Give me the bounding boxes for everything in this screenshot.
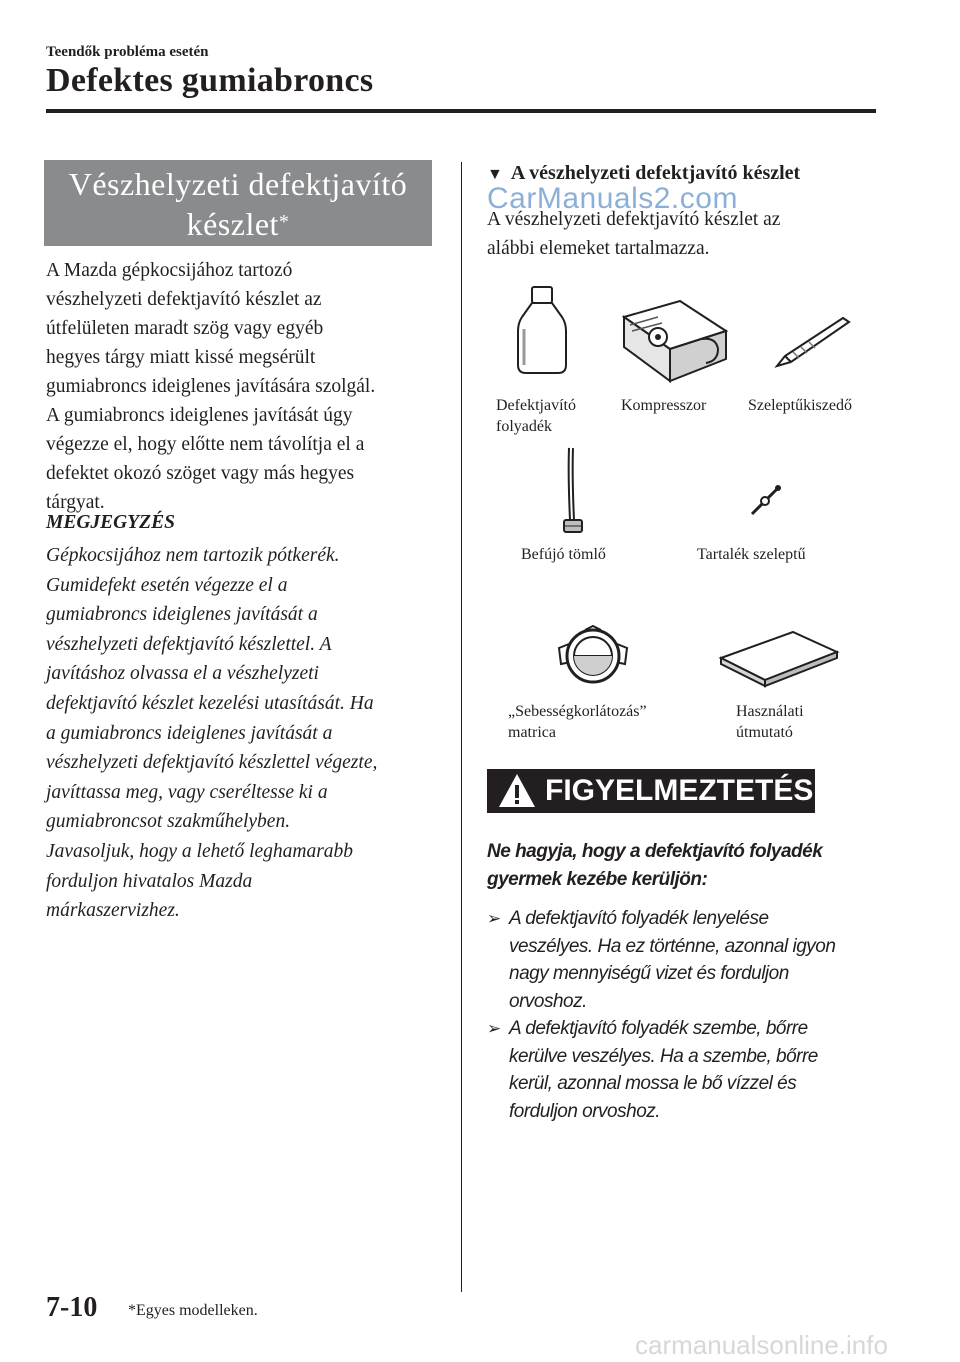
- text-line: kerül, azonnal mossa le bő vízzel és: [509, 1073, 797, 1094]
- optional-mark: *: [278, 211, 290, 233]
- compressor-caption: [621, 395, 706, 416]
- text-line: folyadék: [496, 418, 552, 435]
- kit-intro-paragraph: [46, 256, 436, 517]
- valve-core-tool-icon: [773, 314, 853, 370]
- text-line: Tartalék szeleptű: [697, 546, 806, 563]
- kit-heading-line2: [44, 204, 432, 244]
- arrow-bullet-icon: ➢: [487, 1019, 501, 1038]
- warning-lead: [487, 838, 867, 894]
- manual-caption: [736, 701, 804, 743]
- triangle-marker-icon: ▼: [487, 166, 503, 183]
- text-line: Befújó tömlő: [521, 546, 606, 563]
- text-line: A gumiabroncs ideiglenes javítását úgy: [46, 405, 353, 426]
- text-line: defektjavító készlet kezelési utasítását. Ha: [46, 692, 374, 714]
- chapter-title: Teendők probléma esetén: [46, 44, 209, 60]
- warning-bullet: [487, 905, 872, 1015]
- text-line: vészhelyzeti defektjavító készlettel végezte,: [46, 752, 378, 774]
- section-title: Defektes gumiabroncs: [46, 62, 374, 99]
- compressor-icon: [618, 297, 730, 387]
- text-line: kerülve veszélyes. Ha a szembe, bőrre: [509, 1045, 818, 1067]
- text-line: A defektjavító folyadék szembe, bőrre: [509, 1018, 808, 1039]
- text-line: veszélyes. Ha ez történne, azonnal igyon: [509, 935, 836, 957]
- text-line: vészhelyzeti defektjavító készlettel. A: [46, 633, 332, 655]
- speed-limit-sticker-icon: [555, 624, 631, 688]
- text-line: Gépkocsijához nem tartozik pótkerék.: [46, 545, 340, 566]
- note-title: MEGJEGYZÉS: [46, 512, 175, 533]
- text-line: javíttassa meg, vagy cseréltesse ki a: [46, 781, 328, 803]
- text-line: Használati: [736, 703, 804, 720]
- text-line: Szeleptűkiszedő: [748, 397, 852, 414]
- column-divider: [461, 162, 462, 1292]
- text-line: Ne hagyja, hogy a defektjavító folyadék: [487, 841, 823, 862]
- inflation-hose-icon: [560, 446, 590, 536]
- header-rule: [46, 109, 876, 113]
- warning-banner: [487, 769, 815, 813]
- text-line: matrica: [508, 724, 556, 741]
- warning-bullet: [487, 1015, 872, 1125]
- hose-caption: [521, 544, 606, 565]
- text-line: gyermek kezébe kerüljön:: [487, 869, 708, 890]
- text-line: A Mazda gépkocsijához tartozó: [46, 260, 293, 281]
- text-line: útmutató: [736, 724, 793, 741]
- fluid-caption: [496, 395, 576, 437]
- text-line: javításhoz olvassa el a vészhelyzeti: [46, 663, 319, 685]
- arrow-bullet-icon: ➢: [487, 909, 501, 928]
- text-line: Defektjavító: [496, 397, 576, 414]
- text-line: végezze el, hogy előtte nem távolítja el a: [46, 434, 365, 455]
- kit-heading-box: [44, 160, 432, 246]
- text-line: vészhelyzeti defektjavító készlet az: [46, 289, 322, 310]
- footnote: *Egyes modelleken.: [128, 1302, 258, 1319]
- sticker-caption: [508, 701, 647, 743]
- text-line: alábbi elemeket tartalmazza.: [487, 238, 710, 259]
- kit-heading-word: készlet: [186, 206, 279, 242]
- core-tool-caption: [748, 395, 852, 416]
- warning-label: FIGYELMEZTETÉS: [545, 774, 814, 807]
- kit-heading-line1: Vészhelyzeti defektjavító: [68, 166, 408, 202]
- text-line: a gumiabroncs ideiglenes javítását a: [46, 722, 333, 744]
- note-body: [46, 541, 442, 926]
- site-brand: carmanualsonline.info: [635, 1330, 888, 1360]
- text-line: gumiabroncsot szakműhelyben.: [46, 811, 291, 833]
- text-line: útfelületen maradt szög vagy egyéb: [46, 318, 324, 339]
- text-line: A vészhelyzeti defektjavító készlet az: [487, 209, 781, 230]
- valve-core-caption: [697, 544, 806, 565]
- text-line: tárgyat.: [46, 492, 105, 513]
- page-number: 7-10: [46, 1292, 98, 1323]
- warning-triangle-icon: [497, 771, 537, 811]
- instruction-manual-icon: [717, 628, 841, 688]
- watermark: CarManuals2.com: [487, 182, 738, 215]
- text-line: Gumidefekt esetén végezze el a: [46, 574, 288, 596]
- text-line: orvoshoz.: [509, 990, 587, 1012]
- kit-contents-heading-text: A vészhelyzeti defektjavító készlet: [510, 162, 801, 184]
- text-line: „Sebességkorlátozás”: [508, 703, 647, 720]
- text-line: Javasoljuk, hogy a lehető leghamarabb: [46, 840, 354, 862]
- text-line: márkaszervizhez.: [46, 900, 180, 922]
- text-line: Kompresszor: [621, 397, 707, 414]
- text-line: nagy mennyiségű vizet és forduljon: [509, 963, 789, 984]
- text-line: defektet okozó szöget vagy más hegyes: [46, 463, 355, 484]
- text-line: forduljon orvoshoz.: [509, 1100, 661, 1122]
- text-line: forduljon hivatalos Mazda: [46, 870, 253, 892]
- text-line: hegyes tárgy miatt kissé megsérült: [46, 347, 316, 368]
- text-line: gumiabroncs ideiglenes javítását a: [46, 604, 318, 626]
- repair-fluid-bottle-icon: [510, 285, 574, 375]
- text-line: A defektjavító folyadék lenyelése: [509, 908, 769, 929]
- text-line: gumiabroncs ideiglenes javítására szolgál.: [46, 376, 376, 397]
- spare-valve-core-icon: [748, 484, 784, 518]
